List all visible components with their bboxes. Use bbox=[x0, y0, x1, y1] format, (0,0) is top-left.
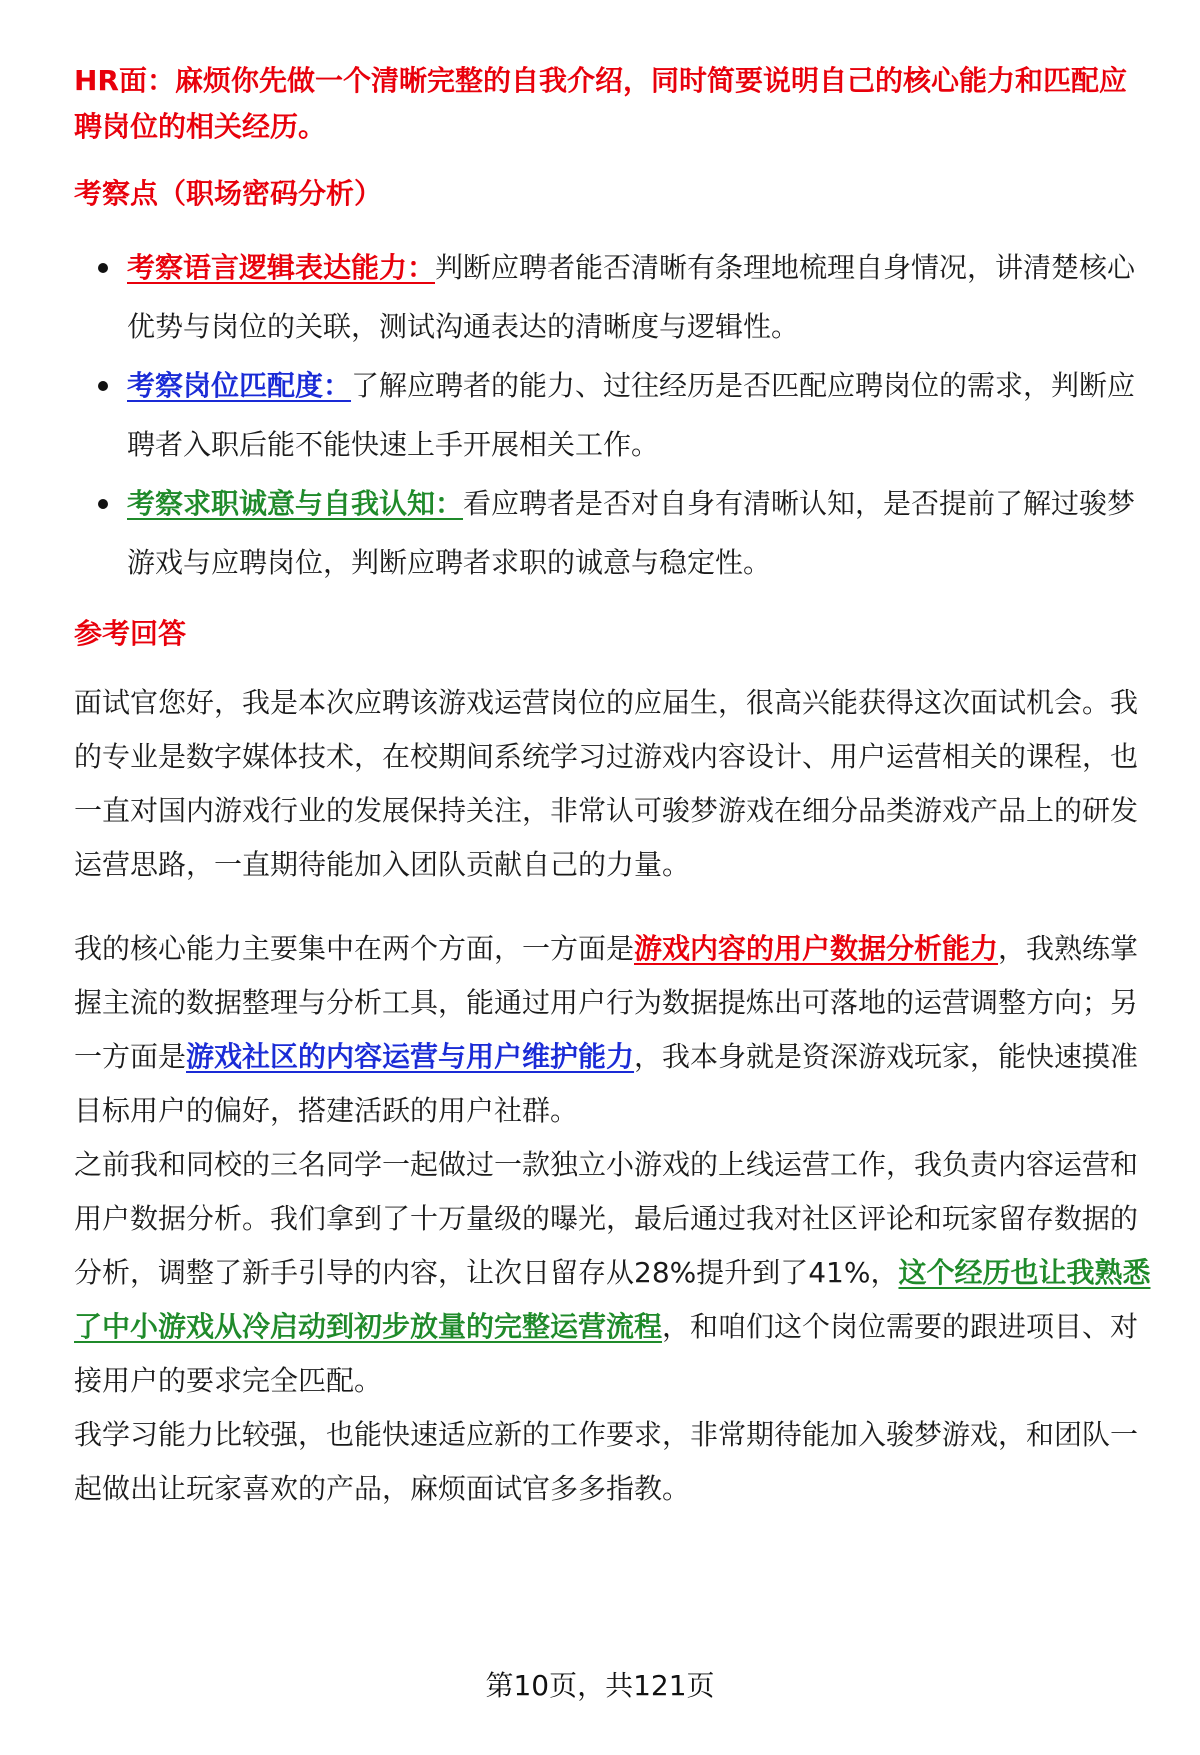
bullet-keyword-language: 考察语言逻辑表达能力： bbox=[127, 251, 436, 284]
answer-highlight-community-ops: 游戏社区的内容运营与用户维护能力 bbox=[186, 1040, 635, 1073]
answer-paragraph-experience bbox=[74, 1138, 1154, 1408]
analysis-bullet-sincerity bbox=[74, 474, 1154, 592]
answer-text: 之前我和同校的三名同学一起做过一款独立小游戏的上线运营工作，我负责内容运营和用户数据分析。我们拿到了十万量级的曝光，最后通过我对社区评论和玩家留存数据的分析，调整了新手引导的内容，让次日留存从28%提升到了41%， bbox=[74, 1148, 1139, 1289]
answer-text: ，我本身就是资深游戏玩家，能快速摸准目标用户的偏好，搭建活跃的用户社群。 bbox=[74, 1040, 1139, 1127]
answer-highlight-ops-process: 这个经历也让我熟悉了中小游戏从冷启动到初步放量的完整运营流程 bbox=[74, 1256, 1151, 1343]
bullet-keyword-fit: 考察岗位匹配度： bbox=[127, 369, 352, 402]
bullet-text-language: 判断应聘者能否清晰有条理地梳理自身情况，讲清楚核心优势与岗位的关联，测试沟通表达的清晰度与逻辑性。 bbox=[127, 251, 1136, 343]
answer-text: ，我熟练掌握主流的数据整理与分析工具，能通过用户行为数据提炼出可落地的运营调整方向；另一方面是 bbox=[74, 932, 1139, 1073]
analysis-bullet-language bbox=[74, 238, 1154, 356]
bullet-text-fit: 了解应聘者的能力、过往经历是否匹配应聘岗位的需求，判断应聘者入职后能不能快速上手开展相关工作。 bbox=[127, 369, 1136, 461]
answer-highlight-data-analysis: 游戏内容的用户数据分析能力 bbox=[634, 932, 999, 965]
bullet-dot-icon bbox=[98, 499, 108, 509]
bullet-dot-icon bbox=[98, 263, 108, 273]
reference-answer bbox=[74, 676, 1154, 1516]
analysis-bullet-list bbox=[74, 238, 1154, 592]
document-page bbox=[74, 58, 1154, 1516]
answer-text: ，和咱们这个岗位需要的跟进项目、对接用户的要求完全匹配。 bbox=[74, 1310, 1139, 1397]
analysis-bullet-fit bbox=[74, 356, 1154, 474]
answer-paragraph-closing: 我学习能力比较强，也能快速适应新的工作要求，非常期待能加入骏梦游戏，和团队一起做出让玩家喜欢的产品，麻烦面试官多多指教。 bbox=[74, 1418, 1139, 1505]
analysis-section-title: 考察点（职场密码分析） bbox=[74, 177, 383, 210]
interview-question: HR面：麻烦你先做一个清晰完整的自我介绍，同时简要说明自己的核心能力和匹配应聘岗位的相关经历。 bbox=[74, 64, 1127, 143]
bullet-keyword-sincerity: 考察求职诚意与自我认知： bbox=[127, 487, 464, 520]
answer-section-title: 参考回答 bbox=[74, 617, 187, 650]
page-number-footer: 第10页，共121页 bbox=[485, 1669, 715, 1702]
bullet-text-sincerity: 看应聘者是否对自身有清晰认知，是否提前了解过骏梦游戏与应聘岗位，判断应聘者求职的诚意与稳定性。 bbox=[127, 487, 1136, 579]
bullet-dot-icon bbox=[98, 381, 108, 391]
answer-paragraph-intro: 面试官您好，我是本次应聘该游戏运营岗位的应届生，很高兴能获得这次面试机会。我的专业是数字媒体技术，在校期间系统学习过游戏内容设计、用户运营相关的课程，也一直对国内游戏行业的发展保持关注，非常认可骏梦游戏在细分品类游戏产品上的研发运营思路，一直期待能加入团队贡献自己的力量。 bbox=[74, 686, 1139, 881]
answer-text: 我的核心能力主要集中在两个方面，一方面是 bbox=[74, 932, 635, 965]
answer-paragraph-core-abilities bbox=[74, 922, 1154, 1138]
